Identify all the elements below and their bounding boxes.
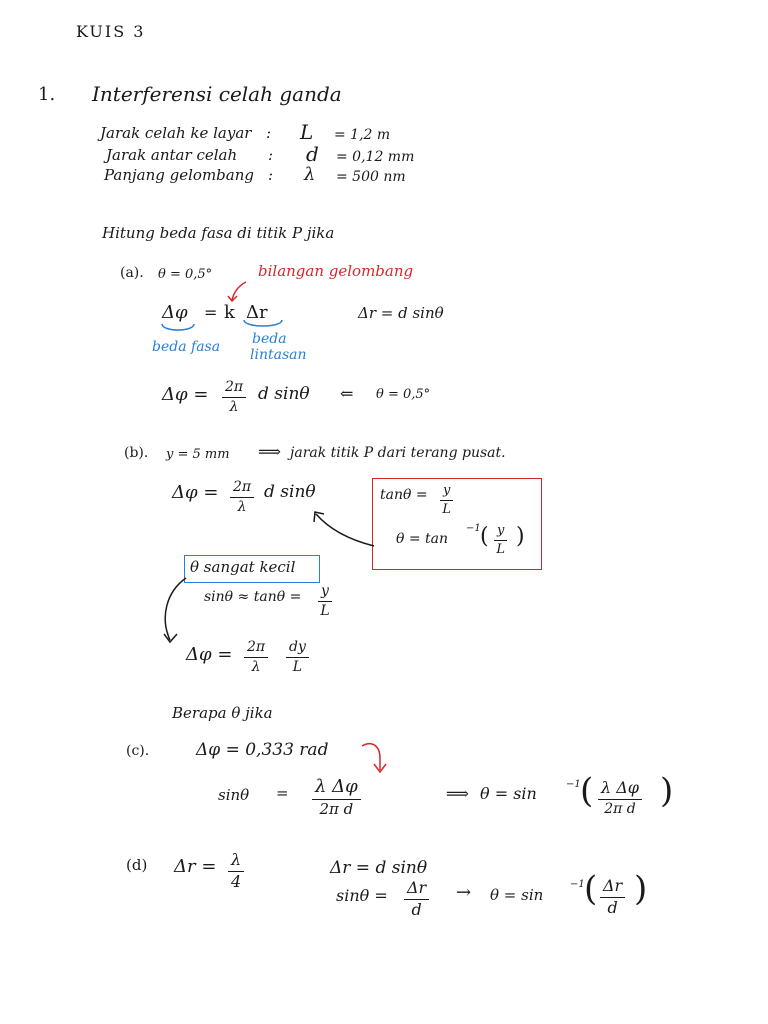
paren-left: (: [480, 524, 489, 549]
eq-delta-phi: Δφ: [162, 302, 188, 323]
curved-arrow-box: [316, 514, 374, 546]
given-label: Panjang gelombang: [104, 166, 254, 184]
approx-den: L: [320, 602, 330, 619]
box-tan-fraction: [440, 484, 453, 516]
red-arrowhead-part-c: [374, 764, 386, 772]
part-d-given-left: Δr =: [174, 856, 217, 877]
eq3-left: Δφ =: [186, 644, 233, 665]
part-d-result-num: Δr: [600, 878, 625, 898]
eq2-right: d sinθ: [258, 384, 310, 404]
eq-equals: =: [204, 303, 218, 322]
eq-b-left: Δφ =: [172, 482, 219, 503]
part-d-given-num: λ: [228, 852, 244, 872]
part-c-den: 2π d: [319, 799, 354, 818]
note-phase-difference: beda fasa: [152, 339, 221, 355]
eq-k: k: [224, 302, 235, 323]
box-tan-num: y: [440, 484, 453, 501]
eq-delta-r: Δr: [246, 302, 268, 323]
box-theta-exp: −1: [466, 523, 481, 534]
box-theta-fraction: [494, 524, 507, 556]
eq-b-den: λ: [237, 498, 247, 515]
part-b-label: (b).: [124, 445, 149, 461]
box-tan-den: L: [442, 501, 451, 517]
curved-arrowhead-box: [314, 512, 324, 522]
note-path-1: beda: [252, 331, 287, 347]
paren-right: ): [516, 524, 525, 549]
implies-arrow: ⟹: [258, 442, 281, 461]
eq2-fraction: [222, 380, 246, 414]
part-c-arrow: ⟹: [446, 784, 469, 803]
part-d-result-exp: −1: [570, 879, 585, 890]
approx-fraction: [318, 584, 332, 618]
paren-right: ): [660, 771, 674, 811]
eq2-condition: θ = 0,5°: [376, 387, 431, 402]
eq3-fraction-2: [286, 640, 309, 674]
part-c-fraction: [312, 778, 361, 818]
eq-b-fraction: [230, 480, 254, 514]
eq-b-right: d sinθ: [264, 482, 316, 502]
box-theta-left: θ = tan: [396, 531, 449, 547]
part-d-sin-fraction: [404, 880, 429, 919]
given-sep: :: [268, 146, 274, 164]
paren-right: ): [634, 869, 648, 909]
given-symbol: λ: [304, 164, 316, 185]
given-value: = 0,12 mm: [336, 149, 415, 165]
given-sep: :: [266, 124, 272, 142]
curved-arrow-small-angle: [165, 578, 186, 640]
red-arrow-to-k: [232, 282, 246, 300]
part-d-sin-den: d: [411, 899, 422, 919]
part-d-sin-num: Δr: [404, 880, 429, 900]
part-c-result-left: θ = sin: [480, 784, 537, 803]
part-c-sin: sinθ: [218, 786, 250, 804]
part-d-result-den: d: [607, 897, 618, 917]
red-arrowhead: [228, 296, 237, 301]
eq3-den2: L: [292, 658, 303, 675]
note-wave-number: bilangan gelombang: [258, 262, 414, 280]
page-title: KUIS 3: [76, 22, 146, 41]
problem-title: Interferensi celah ganda: [92, 82, 342, 106]
eq3-num1: 2π: [244, 640, 268, 658]
given-value: = 1,2 m: [334, 127, 391, 143]
part-a-label: (a).: [120, 265, 144, 281]
part-d-result-left: θ = sin: [490, 886, 544, 904]
part-d-sin-left: sinθ =: [336, 886, 388, 905]
eq3-num2: dy: [286, 640, 309, 658]
given-label: Jarak celah ke layar: [100, 124, 252, 142]
box-theta-num: y: [494, 524, 507, 541]
paren-left: (: [584, 869, 598, 909]
left-arrow: ⇐: [340, 384, 354, 403]
question-2: Berapa θ jika: [172, 704, 273, 722]
part-d-relation: Δr = d sinθ: [330, 858, 428, 878]
part-d-arrow: →: [456, 882, 472, 903]
part-c-given: Δφ = 0,333 rad: [196, 740, 329, 760]
box-tan-left: tanθ =: [380, 487, 428, 503]
eq-b-num: 2π: [230, 480, 254, 498]
curved-arrowhead-small-angle: [164, 634, 177, 642]
eq2-left: Δφ =: [162, 384, 209, 405]
part-d-result-fraction: [600, 878, 625, 917]
given-symbol: d: [306, 142, 319, 166]
problem-number: 1.: [38, 84, 56, 105]
part-c-label: (c).: [126, 743, 150, 759]
paren-left: (: [580, 771, 594, 811]
eq2-num: 2π: [222, 380, 246, 398]
eq3-den1: λ: [251, 658, 261, 675]
part-a-condition: θ = 0,5°: [158, 267, 213, 282]
approx-left: sinθ ≈ tanθ =: [204, 589, 302, 605]
small-angle-text: θ sangat kecil: [190, 558, 296, 576]
given-value: = 500 nm: [336, 169, 406, 185]
part-d-given-fraction: [228, 852, 244, 891]
part-c-equals: =: [276, 784, 289, 802]
given-label: Jarak antar celah: [106, 146, 238, 164]
part-c-result-fraction: [598, 780, 642, 816]
eq3-fraction-1: [244, 640, 268, 674]
part-d-label: (d): [126, 856, 148, 874]
blue-brace-phase: [162, 324, 194, 330]
part-d-given-den: 4: [230, 871, 242, 891]
part-c-result-den: 2π d: [604, 800, 636, 817]
note-path-2: lintasan: [250, 347, 307, 363]
part-b-note: jarak titik P dari terang pusat.: [290, 445, 506, 461]
approx-num: y: [318, 584, 332, 602]
given-symbol: L: [300, 120, 314, 144]
path-difference-relation: Δr = d sinθ: [358, 304, 444, 322]
part-b-condition: y = 5 mm: [166, 447, 230, 462]
part-c-num: λ Δφ: [312, 778, 361, 800]
red-arrow-part-c: [362, 744, 380, 770]
question-text: Hitung beda fasa di titik P jika: [102, 224, 335, 242]
eq2-den: λ: [229, 398, 239, 415]
part-c-result-num: λ Δφ: [598, 780, 642, 800]
part-c-result-exp: −1: [566, 779, 581, 790]
given-sep: :: [268, 166, 274, 184]
box-theta-den: L: [496, 541, 505, 557]
